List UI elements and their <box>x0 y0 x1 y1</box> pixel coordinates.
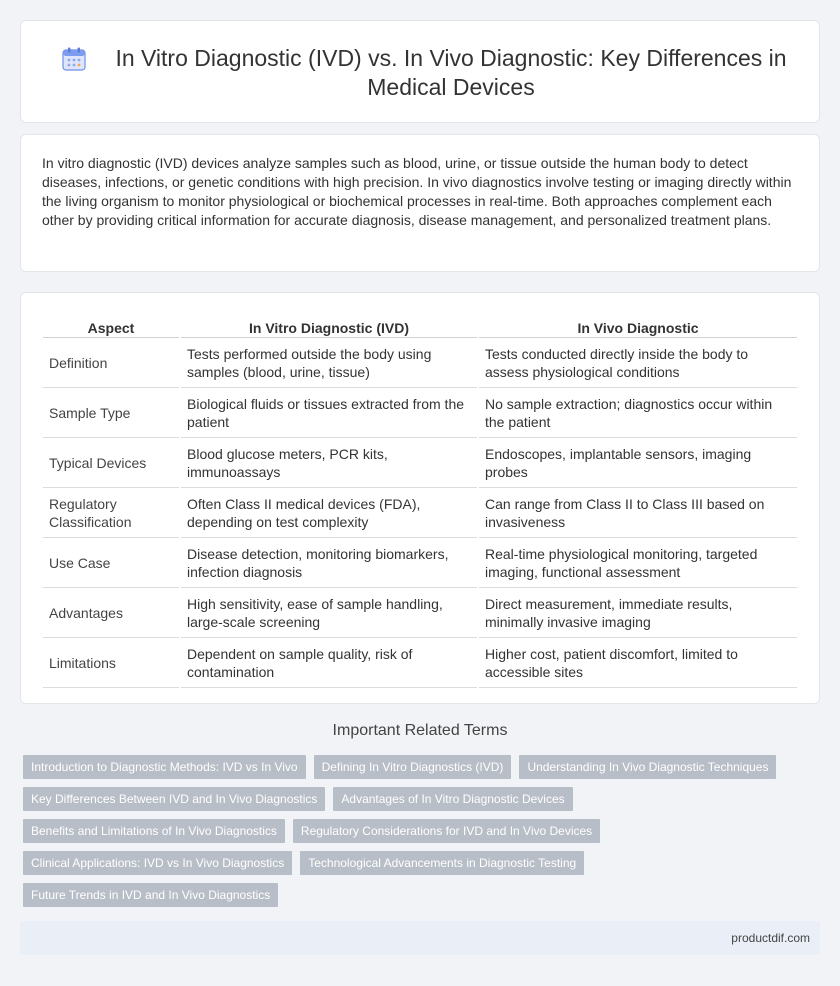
related-term-tag[interactable]: Technological Advancements in Diagnostic Testing <box>300 851 584 875</box>
table-header-row <box>43 313 797 338</box>
cell-invivo: Can range from Class II to Class III based on invasiveness <box>479 488 797 538</box>
cell-ivd: High sensitivity, ease of sample handling, large-scale screening <box>181 588 477 638</box>
intro-paragraph: In vitro diagnostic (IVD) devices analyze samples such as blood, urine, or tissue outside the human body to detect diseases, infections, or genetic conditions with high precision. In vivo diagnostics involve testing or imaging directly within the living organism to monitor physiological or biochemical processes in real-time. Both approaches complement each other by providing critical information for accurate diagnosis, disease management, and personalized treatment plans. <box>42 155 792 228</box>
table-row <box>43 538 797 588</box>
cell-ivd: Blood glucose meters, PCR kits, immunoassays <box>181 438 477 488</box>
cell-aspect: Definition <box>43 338 179 388</box>
related-term-tag[interactable]: Advantages of In Vitro Diagnostic Devices <box>333 787 572 811</box>
calendar-icon <box>61 46 87 72</box>
cell-invivo: Tests conducted directly inside the body to assess physiological conditions <box>479 338 797 388</box>
header-ivd: In Vitro Diagnostic (IVD) <box>181 313 477 338</box>
comparison-table-card <box>20 292 820 704</box>
footer <box>20 921 820 955</box>
related-term-tag[interactable]: Understanding In Vivo Diagnostic Techniques <box>519 755 776 779</box>
header-card <box>20 20 820 123</box>
page-title: In Vitro Diagnostic (IVD) vs. In Vivo Diagnostic: Key Differences in Medical Devices <box>115 45 787 100</box>
comparison-table <box>41 313 799 688</box>
cell-ivd: Often Class II medical devices (FDA), depending on test complexity <box>181 488 477 538</box>
cell-invivo: Endoscopes, implantable sensors, imaging probes <box>479 438 797 488</box>
cell-aspect: Use Case <box>43 538 179 588</box>
cell-ivd: Disease detection, monitoring biomarkers, infection diagnosis <box>181 538 477 588</box>
footer-site-name: productdif.com <box>731 931 810 945</box>
title-row <box>61 44 799 102</box>
table-row <box>43 438 797 488</box>
cell-ivd: Biological fluids or tissues extracted from the patient <box>181 388 477 438</box>
cell-aspect: Typical Devices <box>43 438 179 488</box>
related-term-tag[interactable]: Future Trends in IVD and In Vivo Diagnostics <box>23 883 278 907</box>
header-aspect: Aspect <box>43 313 179 338</box>
related-term-tag[interactable]: Clinical Applications: IVD vs In Vivo Diagnostics <box>23 851 292 875</box>
cell-invivo: Direct measurement, immediate results, minimally invasive imaging <box>479 588 797 638</box>
related-terms-title: Important Related Terms <box>332 722 508 739</box>
cell-invivo: No sample extraction; diagnostics occur within the patient <box>479 388 797 438</box>
related-term-tag[interactable]: Defining In Vitro Diagnostics (IVD) <box>314 755 512 779</box>
table-row <box>43 588 797 638</box>
cell-aspect: Advantages <box>43 588 179 638</box>
related-terms-list <box>23 755 813 907</box>
table-row <box>43 488 797 538</box>
header-invivo: In Vivo Diagnostic <box>479 313 797 338</box>
cell-aspect: Limitations <box>43 638 179 688</box>
related-term-tag[interactable]: Benefits and Limitations of In Vivo Diagnostics <box>23 819 285 843</box>
cell-ivd: Tests performed outside the body using samples (blood, urine, tissue) <box>181 338 477 388</box>
related-term-tag[interactable]: Regulatory Considerations for IVD and In Vivo Devices <box>293 819 600 843</box>
cell-aspect: Sample Type <box>43 388 179 438</box>
related-term-tag[interactable]: Key Differences Between IVD and In Vivo Diagnostics <box>23 787 325 811</box>
related-term-tag[interactable]: Introduction to Diagnostic Methods: IVD vs In Vivo <box>23 755 306 779</box>
table-row <box>43 638 797 688</box>
cell-aspect: Regulatory Classification <box>43 488 179 538</box>
intro-card <box>20 134 820 272</box>
table-row <box>43 338 797 388</box>
cell-invivo: Real-time physiological monitoring, targeted imaging, functional assessment <box>479 538 797 588</box>
table-row <box>43 388 797 438</box>
cell-ivd: Dependent on sample quality, risk of contamination <box>181 638 477 688</box>
cell-invivo: Higher cost, patient discomfort, limited to accessible sites <box>479 638 797 688</box>
